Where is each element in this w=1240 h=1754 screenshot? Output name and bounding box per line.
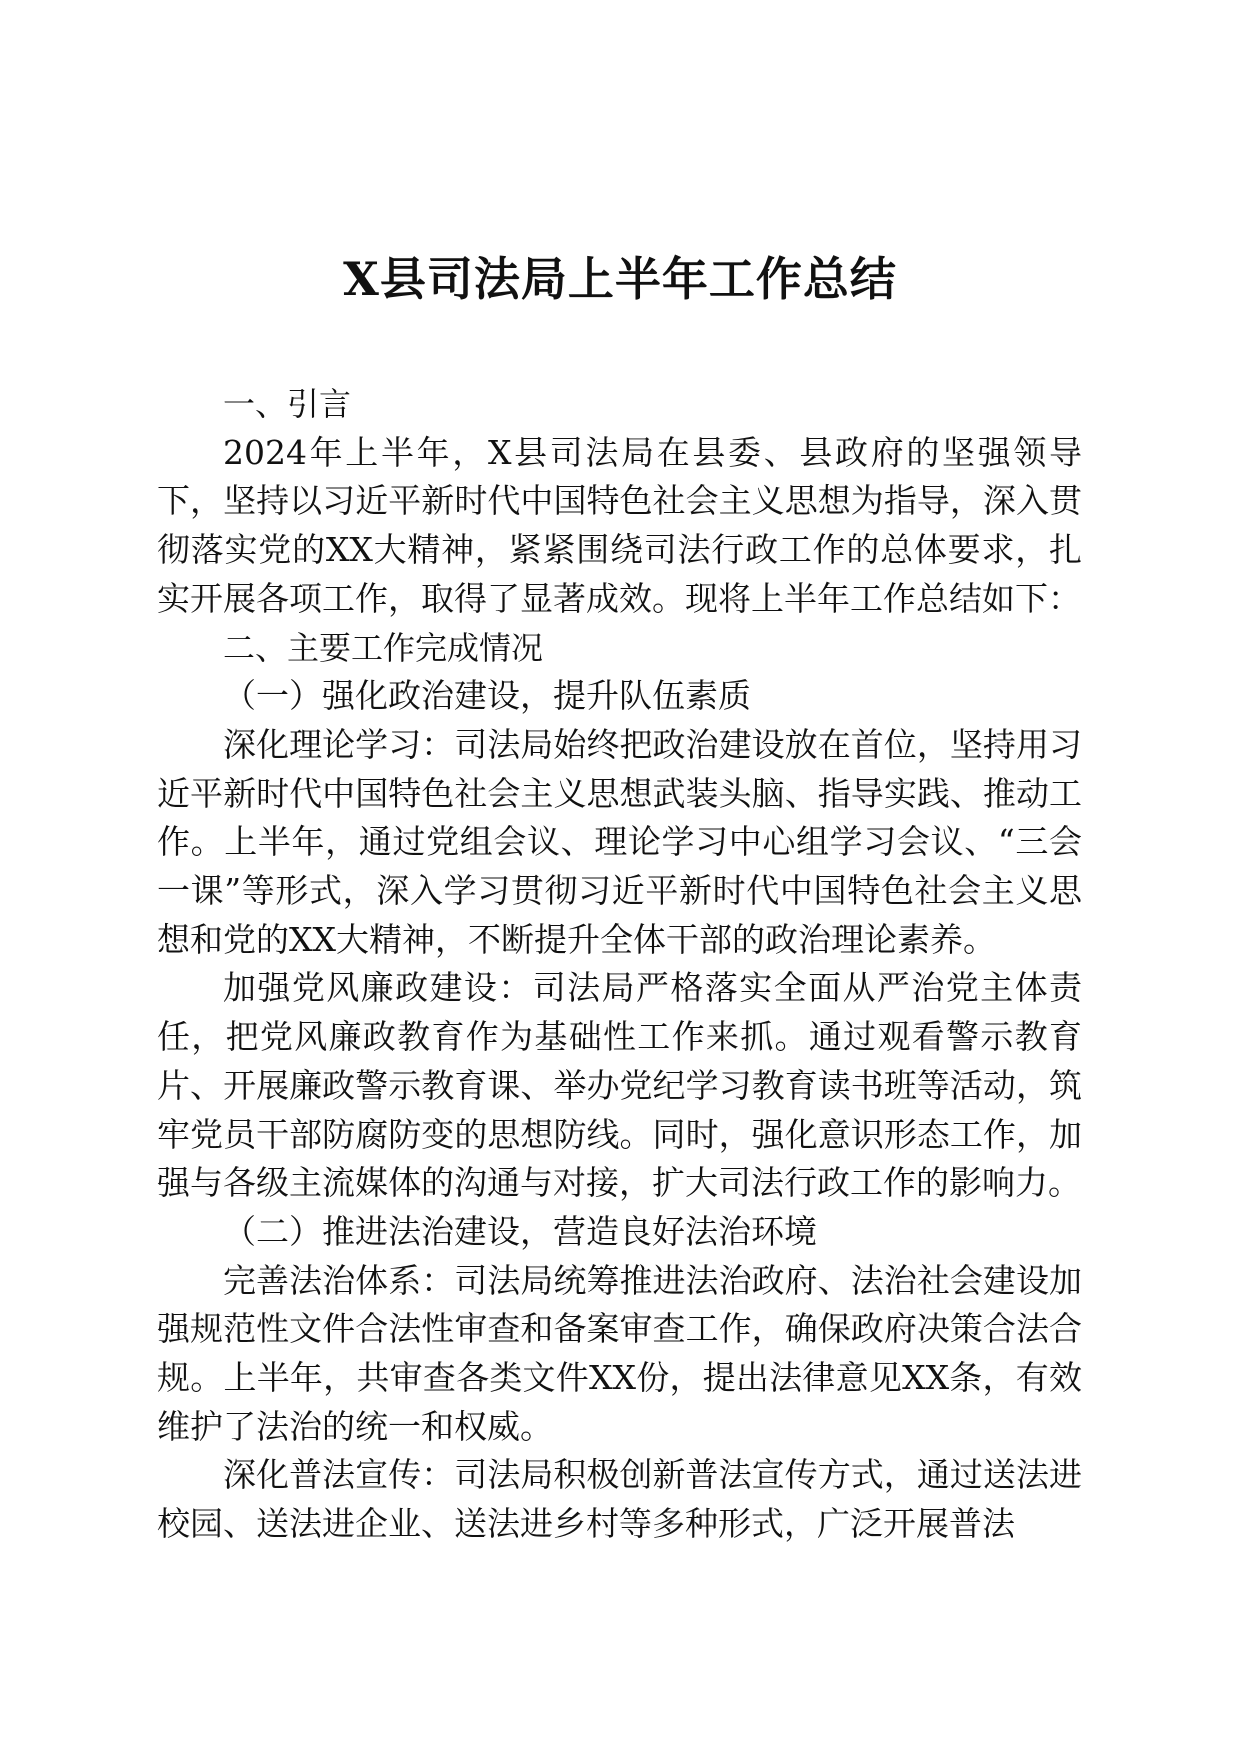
section-heading-main-work: 二、主要工作完成情况 <box>223 628 544 667</box>
subsection-heading-rule-of-law: （二）推进法治建设，营造良好法治环境 <box>223 1211 817 1251</box>
paragraph-legal-publicity: 深化普法宣传：司法局积极创新普法宣传方式，通过送法进校园、送法进企业、送法进乡村等多种形式，广泛开展普法 <box>157 1455 1082 1544</box>
paragraph-party-conduct: 加强党风廉政建设：司法局严格落实全面从严治党主体责任，把党风廉政教育作为基础性工作来抓。通过观看警示教育片、开展廉政警示教育课、举办党纪学习教育读书班等活动，筑牢党员干部防腐防变的思想防线。同时，强化意识形态工作，加强与各级主流媒体的沟通与对接，扩大司法行政工作的影响力。 <box>157 968 1082 1203</box>
section-heading-introduction: 一、引言 <box>223 385 352 423</box>
paragraph-legal-system: 完善法治体系：司法局统筹推进法治政府、法治社会建设加强规范性文件合法性审查和备案审查工作，确保政府决策合法合规。上半年，共审查各类文件XX份，提出法律意见XX条，有效维护了法治的统一和权威。 <box>157 1260 1082 1446</box>
paragraph-introduction: 2024年上半年，X县司法局在县委、县政府的坚强领导下，坚持以习近平新时代中国特色社会主义思想为指导，深入贯彻落实党的XX大精神，紧紧围绕司法行政工作的总体要求，扎实开展各项工作，取得了显著成效。现将上半年工作总结如下： <box>157 432 1082 618</box>
subsection-heading-political-building: （一）强化政治建设，提升队伍素质 <box>223 676 751 716</box>
paragraph-theory-study: 深化理论学习：司法局始终把政治建设放在首位，坚持用习近平新时代中国特色社会主义思想武装头脑、指导实践、推动工作。上半年，通过党组会议、理论学习中心组学习会议、“三会一课”等形式，深入学习贯彻习近平新时代中国特色社会主义思想和党的XX大精神，不断提升全体干部的政治理论素养。 <box>157 724 1082 959</box>
document-body <box>157 380 1082 1549</box>
document-title: X县司法局上半年工作总结 <box>343 252 897 306</box>
